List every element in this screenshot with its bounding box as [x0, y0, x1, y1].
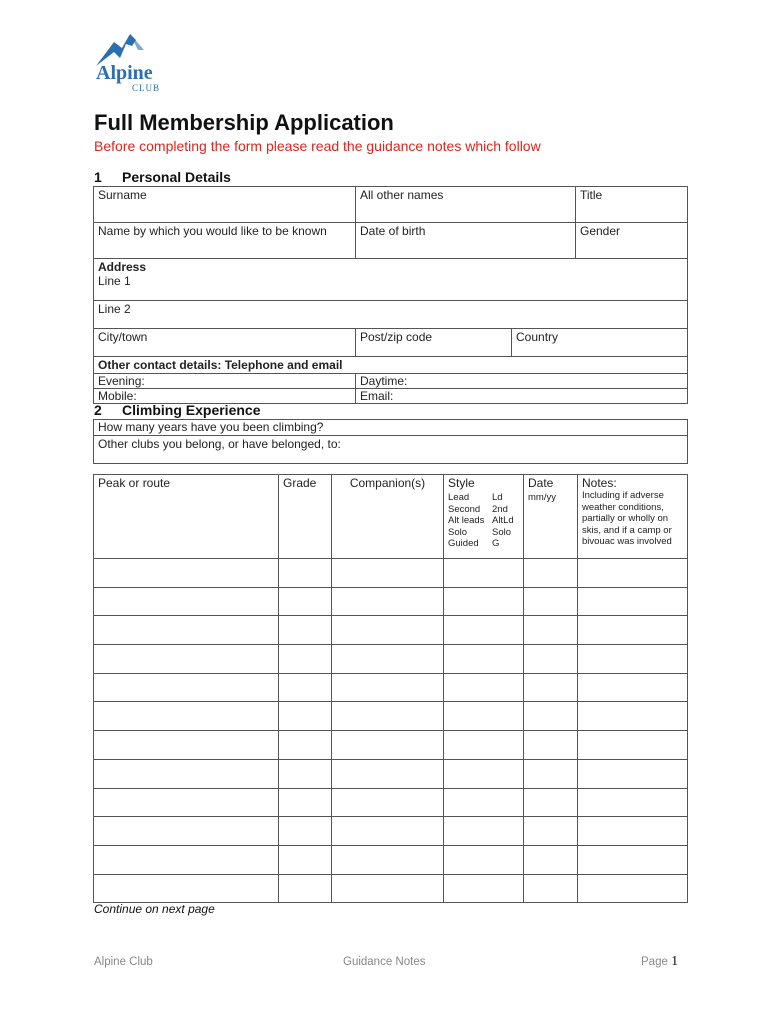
page-title: Full Membership Application	[94, 110, 394, 135]
line1-label: Line 1	[98, 274, 131, 288]
notes-cell[interactable]	[578, 817, 688, 846]
peak-header-label: Peak or route	[98, 476, 171, 490]
notes-cell[interactable]	[578, 788, 688, 817]
table-row	[94, 702, 688, 731]
date-cell[interactable]	[524, 587, 578, 616]
page-subtitle: Before completing the form please read the guidance notes which follow	[94, 138, 541, 154]
grade-cell[interactable]	[279, 731, 332, 760]
table-row	[94, 673, 688, 702]
known-as-field[interactable]	[94, 223, 356, 259]
style-cell[interactable]	[444, 645, 524, 674]
climb-rows	[94, 559, 688, 903]
section-1-number: 1	[94, 169, 102, 185]
date-cell[interactable]	[524, 817, 578, 846]
climbs-table	[93, 474, 688, 903]
companions-cell[interactable]	[332, 788, 444, 817]
grade-header-label: Grade	[283, 476, 317, 490]
style-cell[interactable]	[444, 788, 524, 817]
style-lead: Lead	[448, 492, 470, 503]
date-cell[interactable]	[524, 673, 578, 702]
footer-page	[641, 954, 678, 970]
daytime-label: Daytime:	[360, 374, 408, 388]
date-cell[interactable]	[524, 616, 578, 645]
date-cell[interactable]	[524, 874, 578, 903]
grade-cell[interactable]	[279, 587, 332, 616]
notes-cell[interactable]	[578, 645, 688, 674]
notes-detail-label: Including if adverse weather conditions, partially or wholly on skis, and if a camp or bivouac was involved	[582, 490, 672, 547]
companions-cell[interactable]	[332, 817, 444, 846]
table-row	[94, 616, 688, 645]
line2-label: Line 2	[98, 302, 131, 316]
peak-cell[interactable]	[94, 559, 279, 588]
surname-field[interactable]	[94, 187, 356, 223]
peak-cell[interactable]	[94, 702, 279, 731]
peak-cell[interactable]	[94, 788, 279, 817]
style-cell[interactable]	[444, 587, 524, 616]
notes-header-label: Notes:	[582, 476, 617, 490]
date-cell[interactable]	[524, 702, 578, 731]
companions-cell[interactable]	[332, 759, 444, 788]
dob-label: Date of birth	[360, 224, 426, 238]
companions-header-label: Companion(s)	[349, 476, 426, 490]
date-cell[interactable]	[524, 559, 578, 588]
city-label: City/town	[98, 330, 148, 344]
grade-cell[interactable]	[279, 616, 332, 645]
companions-header	[332, 475, 444, 559]
city-field[interactable]	[94, 329, 356, 357]
style-cell[interactable]	[444, 616, 524, 645]
style-cell[interactable]	[444, 731, 524, 760]
grade-cell[interactable]	[279, 788, 332, 817]
section-1-title: Personal Details	[122, 169, 231, 185]
style-cell[interactable]	[444, 817, 524, 846]
notes-cell[interactable]	[578, 874, 688, 903]
peak-cell[interactable]	[94, 845, 279, 874]
table-row	[94, 731, 688, 760]
grade-header	[279, 475, 332, 559]
footer-page-label: Page	[641, 956, 668, 968]
country-label: Country	[516, 330, 559, 344]
gender-label: Gender	[580, 224, 621, 238]
date-cell[interactable]	[524, 645, 578, 674]
style-cell[interactable]	[444, 673, 524, 702]
grade-cell[interactable]	[279, 874, 332, 903]
peak-cell[interactable]	[94, 759, 279, 788]
date-header	[524, 475, 578, 559]
style-header	[444, 475, 524, 559]
country-field[interactable]	[512, 329, 688, 357]
daytime-field[interactable]	[356, 374, 688, 389]
date-header-label: Date	[528, 476, 554, 490]
companions-cell[interactable]	[332, 645, 444, 674]
style-cell[interactable]	[444, 874, 524, 903]
style-guided: Guided	[448, 538, 479, 549]
notes-cell[interactable]	[578, 702, 688, 731]
grade-cell[interactable]	[279, 645, 332, 674]
companions-cell[interactable]	[332, 702, 444, 731]
table-row	[94, 788, 688, 817]
style-solo-abbr: Solo	[492, 526, 512, 538]
climbs-header-row	[94, 475, 688, 559]
grade-cell[interactable]	[279, 845, 332, 874]
years-climbing-field[interactable]	[94, 420, 688, 436]
alpine-club-logo	[92, 28, 164, 92]
title-label: Title	[580, 188, 603, 202]
other-clubs-field[interactable]	[94, 436, 688, 464]
notes-cell[interactable]	[578, 759, 688, 788]
table-row	[94, 559, 688, 588]
section-1-heading	[94, 169, 231, 185]
peak-cell[interactable]	[94, 587, 279, 616]
contact-heading: Other contact details: Telephone and email	[94, 357, 688, 374]
footer-center: Guidance Notes	[343, 956, 426, 968]
date-cell[interactable]	[524, 731, 578, 760]
companions-cell[interactable]	[332, 616, 444, 645]
other-names-field[interactable]	[356, 187, 576, 223]
style-alt-leads: Alt leads	[448, 515, 485, 526]
peak-cell[interactable]	[94, 645, 279, 674]
email-field[interactable]	[356, 389, 688, 404]
table-row	[94, 587, 688, 616]
notes-cell[interactable]	[578, 587, 688, 616]
contact-table	[93, 356, 688, 404]
title-field[interactable]	[576, 187, 688, 223]
style-cell[interactable]	[444, 702, 524, 731]
years-climbing-label: How many years have you been climbing?	[98, 420, 324, 434]
known-as-label: Name by which you would like to be known	[98, 224, 327, 238]
experience-table	[93, 419, 688, 464]
grade-cell[interactable]	[279, 759, 332, 788]
other-clubs-label: Other clubs you belong, or have belonged, to:	[98, 437, 341, 451]
address-heading: Address	[98, 260, 147, 274]
table-row	[94, 645, 688, 674]
address-table	[93, 258, 688, 357]
style-alt-leads-abbr: AltLd	[492, 515, 514, 526]
notes-cell[interactable]	[578, 559, 688, 588]
style-guided-abbr: G	[492, 538, 500, 549]
section-2-number: 2	[94, 402, 102, 418]
companions-cell[interactable]	[332, 731, 444, 760]
address-line1-field[interactable]	[94, 259, 688, 301]
dob-field[interactable]	[356, 223, 576, 259]
peak-cell[interactable]	[94, 731, 279, 760]
gender-field[interactable]	[576, 223, 688, 259]
date-cell[interactable]	[524, 845, 578, 874]
grade-cell[interactable]	[279, 702, 332, 731]
style-cell[interactable]	[444, 559, 524, 588]
postcode-field[interactable]	[356, 329, 512, 357]
companions-cell[interactable]	[332, 845, 444, 874]
evening-label: Evening:	[98, 374, 145, 388]
table-row	[94, 845, 688, 874]
notes-cell[interactable]	[578, 673, 688, 702]
date-cell[interactable]	[524, 788, 578, 817]
style-second-abbr: 2nd	[492, 503, 508, 515]
date-cell[interactable]	[524, 759, 578, 788]
address-line2-field[interactable]	[94, 301, 688, 329]
notes-cell[interactable]	[578, 731, 688, 760]
style-cell[interactable]	[444, 759, 524, 788]
companions-cell[interactable]	[332, 874, 444, 903]
grade-cell[interactable]	[279, 559, 332, 588]
table-row	[94, 874, 688, 903]
logo-brand-text: Alpine	[96, 62, 153, 84]
peak-cell[interactable]	[94, 673, 279, 702]
logo-brand-subtext: CLUB	[132, 83, 161, 93]
style-header-label: Style	[448, 476, 475, 490]
peak-cell[interactable]	[94, 817, 279, 846]
table-row	[94, 759, 688, 788]
date-format-label: mm/yy	[528, 492, 556, 503]
companions-cell[interactable]	[332, 587, 444, 616]
style-lead-abbr: Ld	[492, 492, 503, 503]
footer-page-number: 1	[671, 954, 679, 969]
footer-left: Alpine Club	[94, 956, 153, 968]
section-2-heading	[94, 402, 260, 418]
style-legend	[448, 492, 519, 550]
style-solo: Solo	[448, 526, 468, 538]
surname-label: Surname	[98, 188, 147, 202]
style-second: Second	[448, 503, 481, 515]
mobile-label: Mobile:	[98, 389, 137, 403]
postcode-label: Post/zip code	[360, 330, 433, 344]
notes-header	[578, 475, 688, 559]
other-names-label: All other names	[360, 188, 444, 202]
personal-details-table	[93, 186, 688, 259]
continue-note: Continue on next page	[94, 902, 215, 916]
notes-cell[interactable]	[578, 845, 688, 874]
evening-field[interactable]	[94, 374, 356, 389]
notes-cell[interactable]	[578, 616, 688, 645]
email-label: Email:	[360, 389, 394, 403]
companions-cell[interactable]	[332, 673, 444, 702]
section-2-title: Climbing Experience	[122, 402, 261, 418]
grade-cell[interactable]	[279, 817, 332, 846]
table-row	[94, 817, 688, 846]
peak-header	[94, 475, 279, 559]
peak-cell[interactable]	[94, 874, 279, 903]
peak-cell[interactable]	[94, 616, 279, 645]
style-cell[interactable]	[444, 845, 524, 874]
companions-cell[interactable]	[332, 559, 444, 588]
grade-cell[interactable]	[279, 673, 332, 702]
